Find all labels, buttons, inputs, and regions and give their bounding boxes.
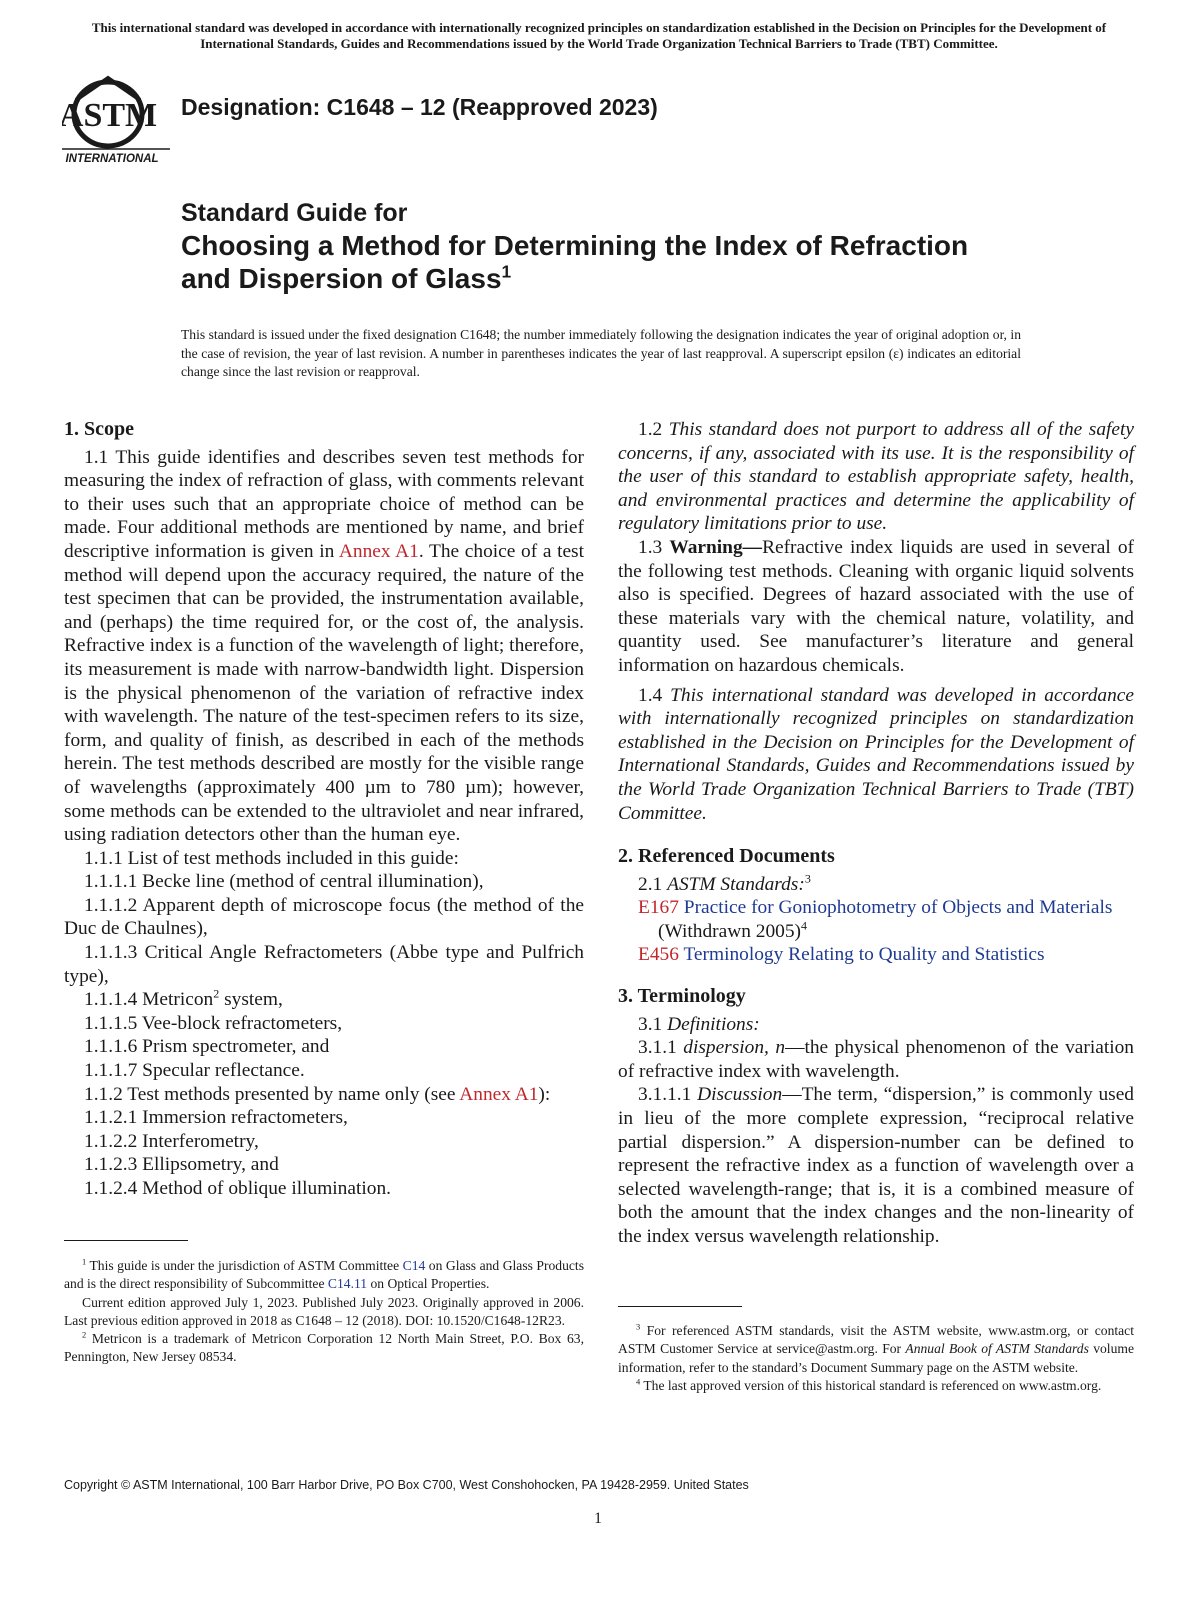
annex-a1-link[interactable]: Annex A1 (459, 1083, 539, 1105)
footnote-1-ref[interactable]: 1 (501, 261, 512, 282)
name-only-item: 1.1.2.3 Ellipsometry, and (84, 1154, 279, 1176)
title-line-2: Choosing a Method for Determining the Index of Refraction (181, 230, 969, 261)
paragraph-1-3: 1.3 Warning—Refractive index liquids are used in several of the following test methods. Cleaning with organic liquid solvents also is specified. Degrees of hazard associated with the use of these materials vary with the chemical nature, volatility, and quantity used. See manufacturer’s literature and general information on hazardous chemicals. (618, 536, 1135, 676)
footnotes-left (64, 1257, 584, 1367)
footnote-divider (618, 1306, 742, 1307)
logo-text: ASTM (62, 97, 158, 134)
footnote-2: $^2$ Metricon is a trademark of Metricon Corporation 12 North Main Street, P.O. Box 63, Pennington, New Jersey 08534. (64, 1329, 584, 1365)
ref-code-link[interactable]: E167 (638, 897, 679, 919)
footnote-3: $^3$ For referenced ASTM standards, visit the ASTM website, www.astm.org, or contact ASTM Customer Service at service@astm.org. For Annual Book of ASTM Standards volume information, refer to the standard’s Document Summary page on the ASTM website. (618, 1321, 1134, 1375)
method-item: 1.1.1.2 Apparent depth of microscope focus (the method of the Duc de Chaulnes), (64, 894, 584, 940)
paragraph-1-4: 1.4 This international standard was developed in accordance with internationally recognized principles on standardization established in the Decision on Principles for the Development of International Standards, Guides and Recommendations issued by the World Trade Organization Technical Barriers to Trade (TBT) Committee. (618, 684, 1134, 824)
name-only-item: 1.1.2.4 Method of oblique illumination. (84, 1178, 391, 1199)
paragraph-1-2: 1.2 This standard does not purport to address all of the safety concerns, if any, associated with its use. It is the responsibility of the user of this standard to establish appropriate safety, health, and environmental practices and determine the applicability of regulatory limitations prior to use. (618, 419, 1134, 535)
method-item: 1.1.1.5 Vee-block refractometers, (84, 1012, 343, 1034)
document-title (181, 197, 1101, 295)
page-number: 1 (594, 1510, 602, 1527)
footnote-2-ref[interactable]: 2 (213, 986, 220, 1001)
paragraph-3-1-1-1: 3.1.1.1 Discussion—The term, “dispersion,” is commonly used in lieu of the more complete expression, “reciprocal relative partial dispersion.” A dispersion-number can be defined to represent the refractive index as a function of wavelength over a selected wavelength-range; that is, it is a combined measure of both the amount that the index changes and the non-linearity of the index versus wavelength relationship. (618, 1084, 1134, 1247)
title-line-1: Standard Guide for (181, 199, 408, 227)
reference-e456 (618, 943, 1134, 967)
right-column (618, 418, 1134, 1249)
astm-logo (62, 70, 170, 168)
paragraph-2-1: 2.1 ASTM Standards:$^3$ (638, 871, 811, 895)
edition-note: Current edition approved July 1, 2023. Published July 2023. Originally approved in 2006. Last previous edition approved in 2018 as C1648 – 12 (2018). DOI: 10.1520/C1648-12R23. (64, 1294, 584, 1328)
paragraph-1-1-1: 1.1.1 List of test methods included in this guide: (84, 847, 459, 869)
designation: Designation: C1648 – 12 (Reapproved 2023) (181, 94, 658, 120)
method-item: 1.1.1.3 Critical Angle Refractometers (Abbe type and Pulfrich type), (64, 942, 584, 987)
footnote-4: $^4$ The last approved version of this historical standard is referenced on www.astm.org. (636, 1376, 1102, 1393)
ref-code-link[interactable]: E456 (638, 944, 679, 966)
committee-c14-link[interactable]: C14 (402, 1258, 426, 1273)
left-column (64, 418, 584, 1201)
paragraph-1-1: 1.1 This guide identifies and describes seven test methods for measuring the index of refraction of glass, with comments relevant to their uses such that an appropriate choice of method can be made. Four additional methods are mentioned by name, and brief descriptive information is given in Annex A1. The choice of a test method will depend upon the accuracy required, the nature of the test specimen that can be provided, the instrumentation available, and (perhaps) the time required for, or the cost of, the analysis. Refractive index is a function of the wavelength of light; therefore, its measurement is made with narrow-bandwidth light. Dispersion is the physical phenomenon of the variation of refractive index with wavelength. The nature of the test-specimen refers to its size, form, and quality of finish, as described in each of the methods herein. The test methods described are mostly for the visible range of wavelengths (approximately 400 µm to 780 µm); however, some methods can be extended to the ultraviolet and near infrared, using radiation detectors other than the human eye. (64, 446, 584, 846)
section-heading-terminology: 3. Terminology (618, 985, 746, 1008)
title-line-3 (181, 262, 1101, 295)
name-only-item: 1.1.2.1 Immersion refractometers, (84, 1107, 348, 1129)
ref-title-link[interactable]: Terminology Relating to Quality and Statistics (683, 944, 1045, 966)
top-notice: This international standard was developed in accordance with internationally recognized principles on standardization established in the Decision on Principles for the Development of International Standards, Guides and Recommendations issued by the World Trade Organization Technical Barriers to Trade (TBT) Committee. (91, 20, 1107, 51)
issue-note: This standard is issued under the fixed designation C1648; the number immediately following the designation indicates the year of original adoption or, in the case of revision, the year of last revision. A number in parentheses indicates the year of last reapproval. A superscript epsilon (ε) indicates an editorial change since the last revision or reapproval. (181, 327, 1021, 379)
method-item: 1.1.1.4 Metricon$^2$ system, (84, 986, 283, 1011)
method-item: 1.1.1.7 Specular reflectance. (84, 1060, 305, 1082)
ref-title-link[interactable]: Practice for Goniophotometry of Objects and Materials (683, 897, 1113, 919)
reference-e167: E167 Practice for Goniophotometry of Objects and Materials (Withdrawn 2005)$^4$ (638, 897, 1113, 942)
footnote-divider (64, 1240, 188, 1241)
logo-subtitle: INTERNATIONAL (65, 153, 159, 165)
footnotes-right (618, 1322, 1134, 1395)
annex-a1-link[interactable]: Annex A1 (338, 540, 419, 562)
method-item: 1.1.1.1 Becke line (method of central illumination), (84, 871, 484, 893)
astm-logo-mark (62, 70, 170, 168)
paragraph-3-1: 3.1 Definitions: (638, 1013, 760, 1035)
paragraph-1-1-2: 1.1.2 Test methods presented by name only (see Annex A1): (84, 1083, 551, 1105)
section-heading-referenced-documents: 2. Referenced Documents (618, 845, 835, 868)
footnote-3-ref[interactable]: 3 (804, 871, 811, 886)
name-only-item: 1.1.2.2 Interferometry, (84, 1130, 259, 1152)
subcommittee-c14-11-link[interactable]: C14.11 (327, 1276, 368, 1292)
copyright-notice: Copyright © ASTM International, 100 Barr Harbor Drive, PO Box C700, West Conshohocken, PA 19428-2959. United States (64, 1478, 749, 1492)
section-heading-scope: 1. Scope (64, 418, 134, 440)
title-line-3-text: and Dispersion of Glass (181, 263, 502, 294)
method-item: 1.1.1.6 Prism spectrometer, and (84, 1036, 330, 1058)
paragraph-3-1-1: 3.1.1 dispersion, n—the physical phenomenon of the variation of refractive index with wavelength. (618, 1037, 1134, 1082)
footnote-4-ref[interactable]: 4 (801, 918, 808, 933)
footnote-1: $^1$ This guide is under the jurisdiction of ASTM Committee C14 on Glass and Glass Products and is the direct responsibility of Subcommittee C14.11 on Optical Properties. (64, 1256, 584, 1292)
